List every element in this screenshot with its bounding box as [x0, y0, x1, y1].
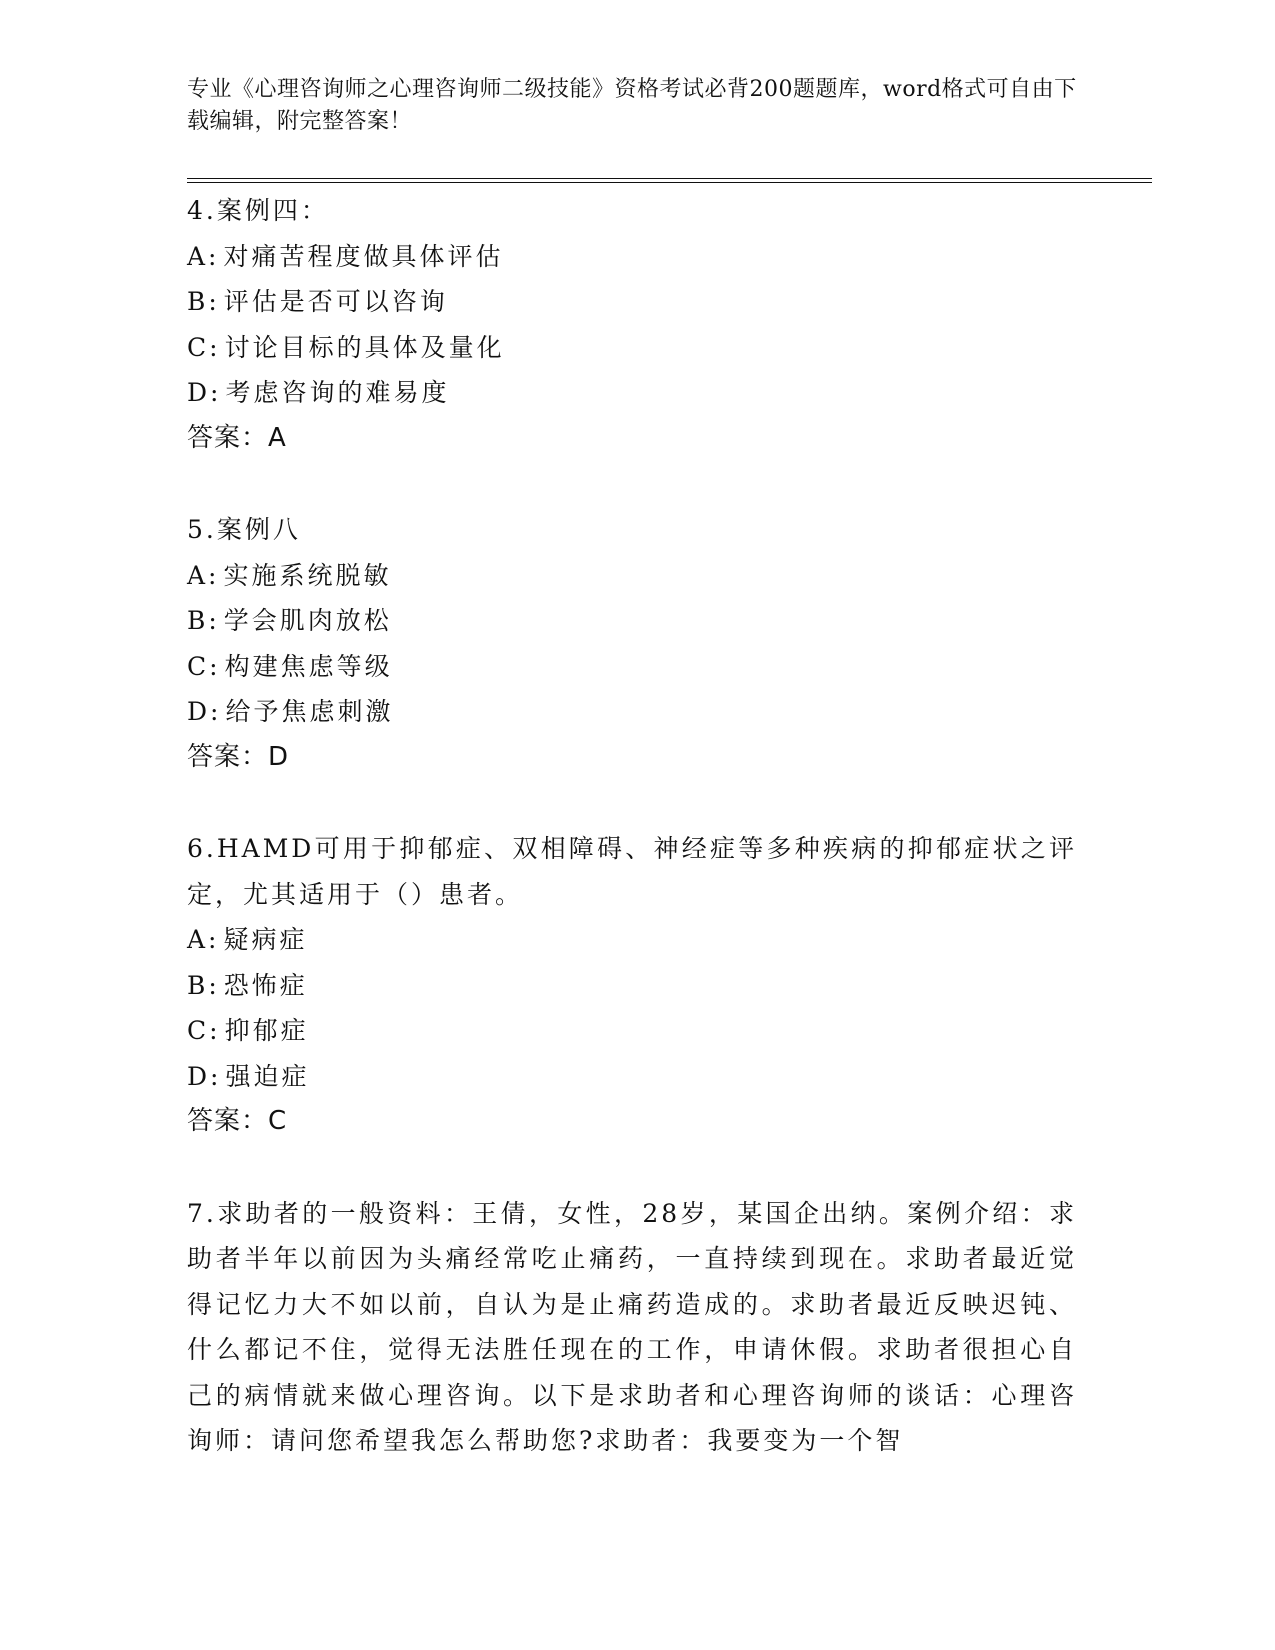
option-text: 抑郁症: [224, 1016, 309, 1045]
option-letter: C:: [187, 651, 221, 681]
option-d: [187, 370, 1077, 416]
answer-line: 答案：A: [187, 422, 287, 453]
option-b: [187, 598, 1077, 644]
question-stem: 5.案例八: [187, 515, 301, 544]
question-list: [187, 188, 1077, 1464]
option-text: 学会肌肉放松: [223, 606, 392, 635]
option-letter: D:: [187, 1061, 222, 1091]
question-4: [187, 188, 1077, 461]
spacer: [187, 1145, 1077, 1191]
option-letter: D:: [187, 378, 222, 407]
option-letter: A:: [187, 925, 220, 954]
option-text: 讨论目标的具体及量化: [224, 332, 505, 362]
option-letter: C:: [187, 1016, 221, 1045]
option-letter: B:: [187, 287, 220, 316]
option-letter: C:: [187, 332, 221, 362]
option-text: 给予焦虑刺激: [225, 697, 394, 726]
option-letter: A:: [187, 241, 220, 271]
option-text: 考虑咨询的难易度: [225, 378, 450, 407]
option-b: [187, 279, 1077, 325]
question-stem: 4.案例四：: [187, 196, 329, 225]
question-stem: 6.HAMD可用于抑郁症、双相障碍、神经症等多种疾病的抑郁症状之评定，尤其适用于（）患者。: [187, 834, 1077, 909]
question-5: [187, 507, 1077, 780]
option-a: [187, 234, 1077, 280]
answer-line: 答案：C: [187, 1106, 288, 1136]
spacer: [187, 780, 1077, 826]
question-stem: 7.求助者的一般资料：王倩，女性，28岁，某国企出纳。案例介绍：求助者半年以前因为头痛经常吃止痛药，一直持续到现在。求助者最近觉得记忆力大不如以前，自认为是止痛药造成的。求助者最近反映迟钝、什么都记不住，觉得无法胜任现在的工作，申请休假。求助者很担心自己的病情就来做心理咨询。以下是求助者和心理咨询师的谈话：心理咨询师：请问您希望我怎么帮助您?求助者：我要变为一个智: [187, 1198, 1077, 1455]
option-letter: B:: [187, 970, 220, 1000]
option-text: 强迫症: [225, 1061, 310, 1091]
option-text: 恐怖症: [223, 970, 308, 1000]
option-text: 评估是否可以咨询: [223, 287, 448, 316]
page-header: 专业《心理咨询师之心理咨询师二级技能》资格考试必背200题题库，word格式可自由下载编辑，附完整答案！: [187, 77, 1077, 134]
question-6: [187, 826, 1077, 1145]
option-a: [187, 553, 1077, 599]
option-text: 疑病症: [223, 925, 308, 954]
option-letter: B:: [187, 606, 220, 635]
answer-line: 答案：D: [187, 741, 290, 772]
option-d: [187, 689, 1077, 735]
option-a: [187, 917, 1077, 963]
option-letter: D:: [187, 697, 222, 726]
option-c: [187, 644, 1077, 690]
header-divider: [187, 178, 1152, 183]
option-text: 构建焦虑等级: [224, 651, 393, 681]
spacer: [187, 461, 1077, 507]
question-7: [187, 1191, 1077, 1464]
option-c: [187, 1008, 1077, 1054]
option-b: [187, 963, 1077, 1009]
option-c: [187, 325, 1077, 371]
option-text: 对痛苦程度做具体评估: [223, 241, 504, 271]
option-d: [187, 1054, 1077, 1100]
option-letter: A:: [187, 560, 220, 590]
option-text: 实施系统脱敏: [223, 560, 392, 590]
